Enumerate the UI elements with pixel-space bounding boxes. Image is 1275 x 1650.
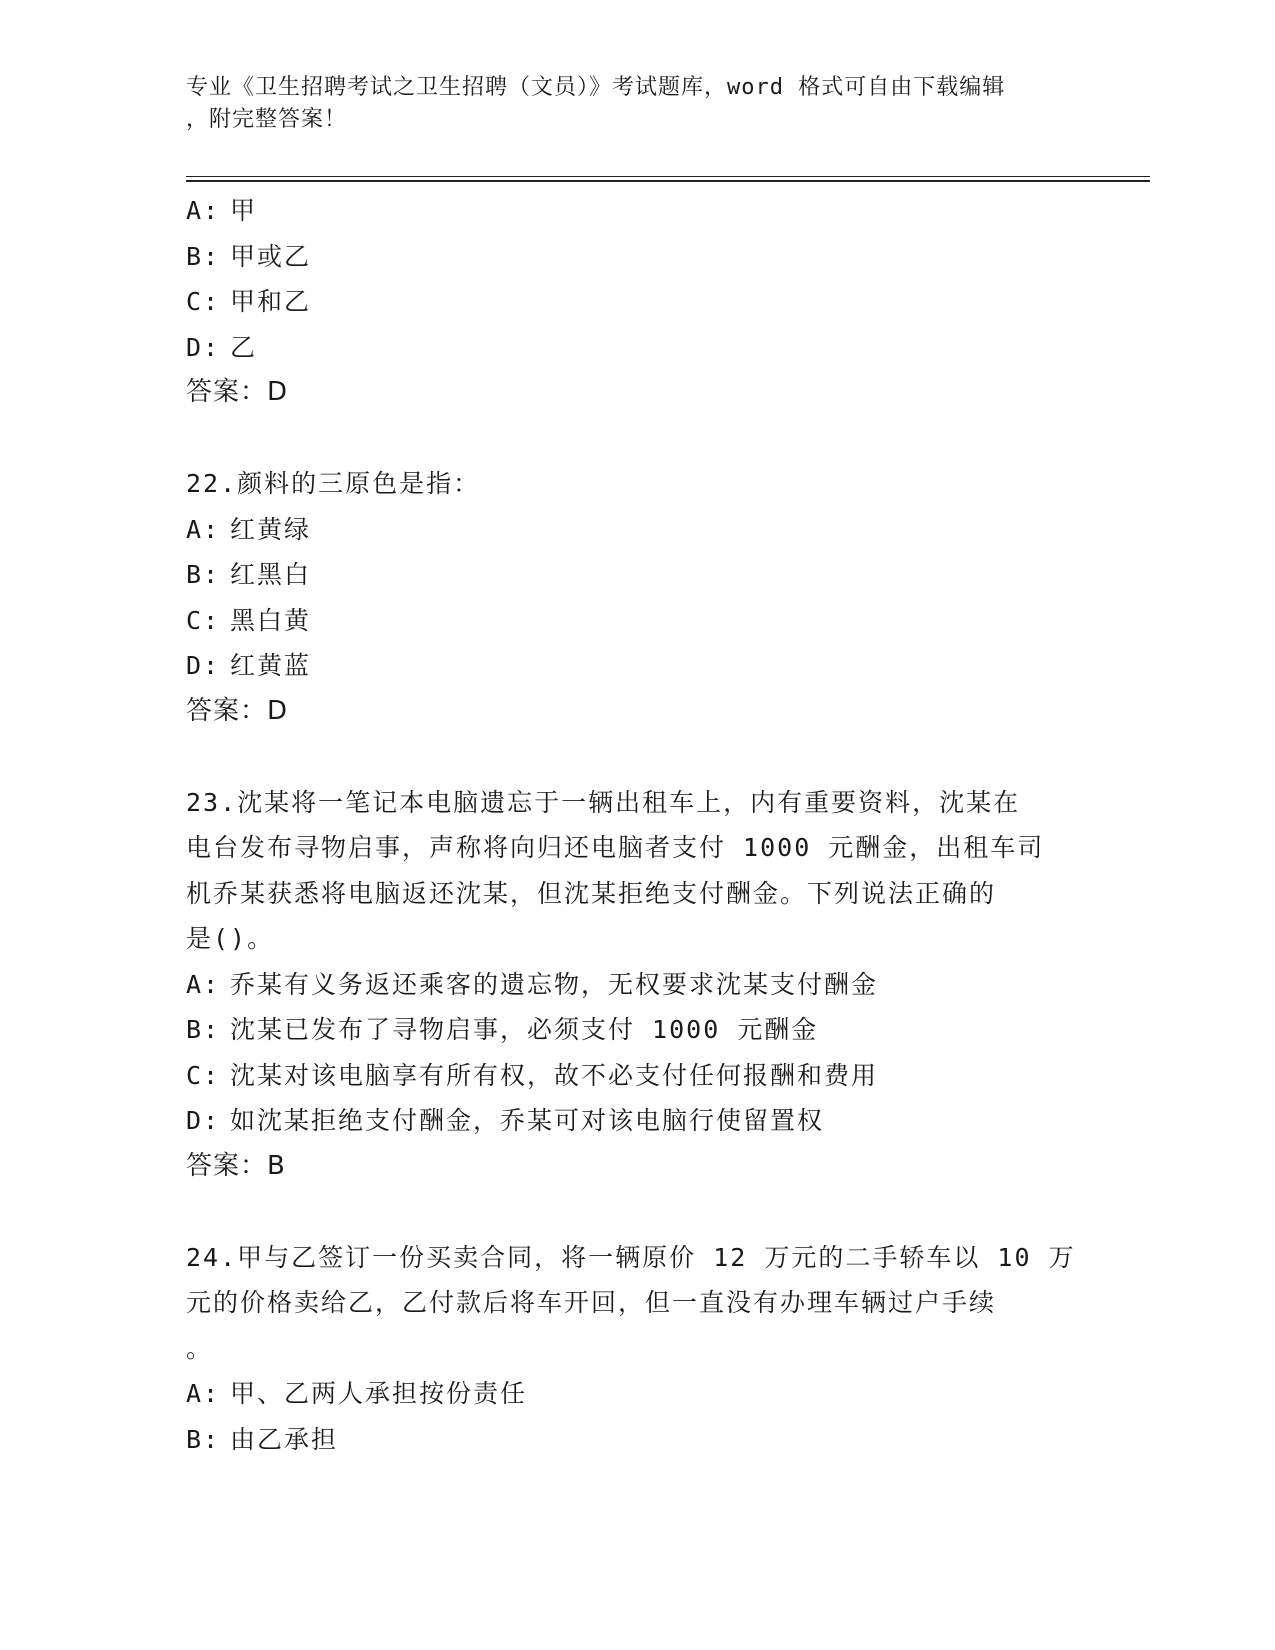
- question-content: [186, 188, 1076, 1462]
- spacer: [186, 416, 1066, 462]
- header-line-2: ，附完整答案！: [186, 107, 348, 132]
- document-header: [186, 72, 1066, 136]
- question-stem-line: 电台发布寻物启事，声称将向归还电脑者支付 1000 元酬金，出租车司: [186, 833, 1045, 862]
- option-b: B: 红黑白: [186, 560, 312, 589]
- option-a: A: 红黄绿: [186, 514, 312, 544]
- answer: 答案：B: [186, 1150, 286, 1181]
- option-b: B: 沈某已发布了寻物启事，必须支付 1000 元酬金: [186, 1015, 819, 1044]
- option-d: D: 如沈某拒绝支付酬金，乔某可对该电脑行使留置权: [186, 1106, 825, 1135]
- option-a: A: 乔某有义务返还乘客的遗忘物，无权要求沈某支付酬金: [186, 969, 879, 999]
- question-stem-line: 24.甲与乙签订一份买卖合同，将一辆原价 12 万元的二手轿车以 10 万: [186, 1242, 1076, 1272]
- option-a: A: 甲: [186, 196, 258, 225]
- question-21: [186, 188, 1066, 416]
- option-b: B: 由乙承担: [186, 1424, 339, 1454]
- header-rule-thin: [186, 176, 1150, 177]
- option-d: D: 乙: [186, 332, 258, 362]
- spacer: [186, 734, 1066, 780]
- option-c: C: 黑白黄: [186, 605, 312, 635]
- question-stem-line: 。: [186, 1333, 214, 1363]
- question-22: [186, 461, 1066, 734]
- question-23: [186, 780, 1066, 1190]
- question-stem-line: 23.沈某将一笔记本电脑遗忘于一辆出租车上，内有重要资料，沈某在: [186, 787, 1021, 817]
- spacer: [186, 1189, 1066, 1235]
- question-24: [186, 1235, 1076, 1463]
- answer: 答案：D: [186, 695, 289, 726]
- option-d: D: 红黄蓝: [186, 651, 312, 680]
- option-c: C: 甲和乙: [186, 287, 312, 316]
- option-b: B: 甲或乙: [186, 241, 312, 271]
- question-stem: 22.颜料的三原色是指：: [186, 469, 481, 498]
- question-stem-line: 是()。: [186, 924, 275, 953]
- header-line-1: 专业《卫生招聘考试之卫生招聘（文员）》考试题库，word 格式可自由下载编辑: [186, 75, 1006, 100]
- option-c: C: 沈某对该电脑享有所有权，故不必支付任何报酬和费用: [186, 1060, 879, 1090]
- question-stem-line: 元的价格卖给乙，乙付款后将车开回，但一直没有办理车辆过户手续: [186, 1288, 997, 1317]
- question-stem-line: 机乔某获悉将电脑返还沈某，但沈某拒绝支付酬金。下列说法正确的: [186, 878, 997, 908]
- option-a: A: 甲、乙两人承担按份责任: [186, 1379, 528, 1408]
- header-rule-thick: [186, 180, 1150, 182]
- answer: 答案：D: [186, 377, 289, 407]
